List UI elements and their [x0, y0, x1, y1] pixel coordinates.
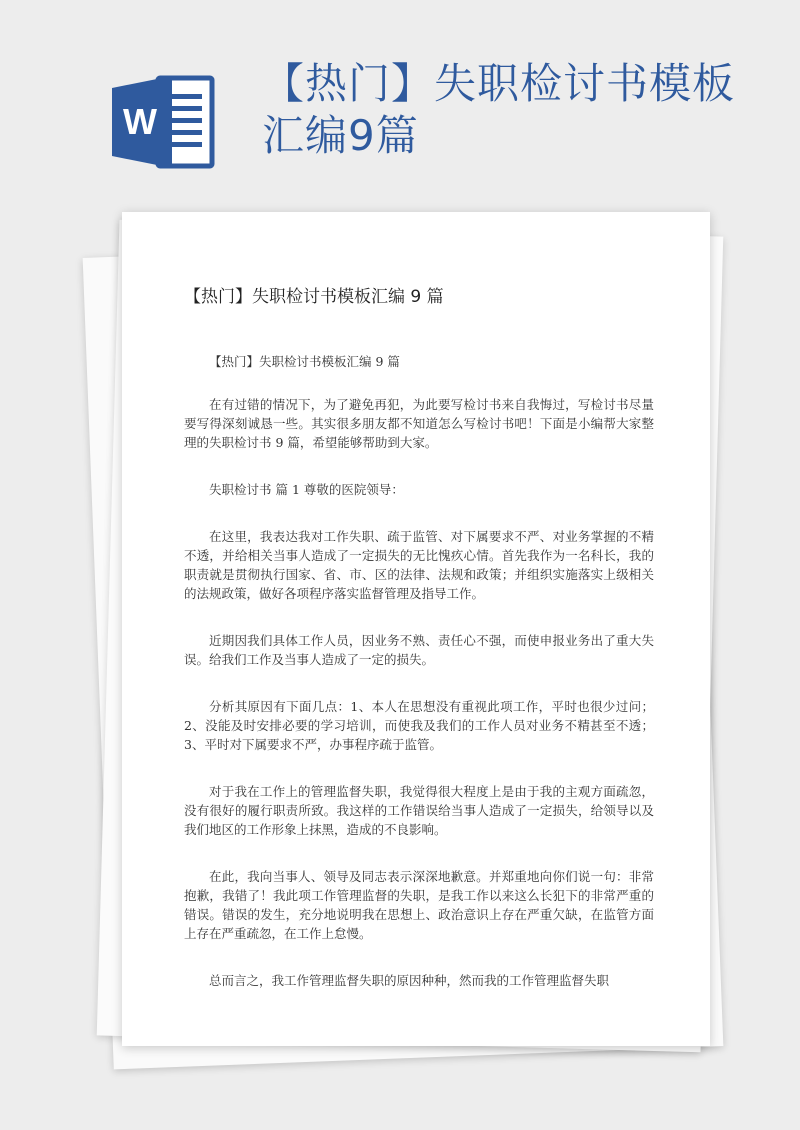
- document-paragraph: 总而言之，我工作管理监督失职的原因种种，然而我的工作管理监督失职: [209, 973, 610, 988]
- word-icon-letter: W: [123, 101, 157, 142]
- page-title: 【热门】失职检讨书模板汇编9篇: [262, 59, 736, 160]
- document-paragraph: 近期因我们具体工作人员，因业务不熟、责任心不强，而使申报业务出了重大失误。给我们工作及当事人造成了一定的损失。: [184, 633, 654, 667]
- document-paragraph: 分析其原因有下面几点：1、本人在思想没有重视此项工作，平时也很少过问；2、没能及时安排必要的学习培训，而使我及我们的工作人员对业务不精甚至不透；3、平时对下属要求不严，办事程序疏于监管。: [184, 699, 654, 752]
- document-paragraph: 在此，我向当事人、领导及同志表示深深地歉意。并郑重地向你们说一句：非常抱歉，我错了！我此项工作管理监督的失职，是我工作以来这么长犯下的非常严重的错误。错误的发生，充分地说明我在思想上、政治意识上存在严重欠缺，在监管方面上存在严重疏忽，在工作上怠慢。: [184, 869, 654, 941]
- document-title: 【热门】失职检讨书模板汇编 9 篇: [184, 287, 444, 307]
- word-document-icon: [112, 74, 216, 170]
- document-page: [122, 212, 710, 1046]
- document-paragraph: 对于我在工作上的管理监督失职，我觉得很大程度上是由于我的主观方面疏忽，没有很好的履行职责所致。我这样的工作错误给当事人造成了一定损失，给领导以及我们地区的工作形象上抹黑，造成的不良影响。: [184, 784, 654, 837]
- document-body: [184, 352, 654, 1018]
- document-paragraph: 【热门】失职检讨书模板汇编 9 篇: [209, 354, 400, 369]
- document-paragraph: 在有过错的情况下，为了避免再犯，为此要写检讨书来自我悔过，写检讨书尽量要写得深刻诚恳一些。其实很多朋友都不知道怎么写检讨书吧！下面是小编帮大家整理的失职检讨书 9 篇，希望能够帮助到大家。: [184, 397, 654, 450]
- document-paragraph: 在这里，我表达我对工作失职、疏于监管、对下属要求不严、对业务掌握的不精不透，并给相关当事人造成了一定损失的无比愧疚心情。首先我作为一名科长，我的职责就是贯彻执行国家、省、市、区的法律、法规和政策；并组织实施落实上级相关的法规政策，做好各项程序落实监督管理及指导工作。: [184, 529, 654, 601]
- document-paragraph: 失职检讨书 篇 1 尊敬的医院领导：: [209, 482, 404, 497]
